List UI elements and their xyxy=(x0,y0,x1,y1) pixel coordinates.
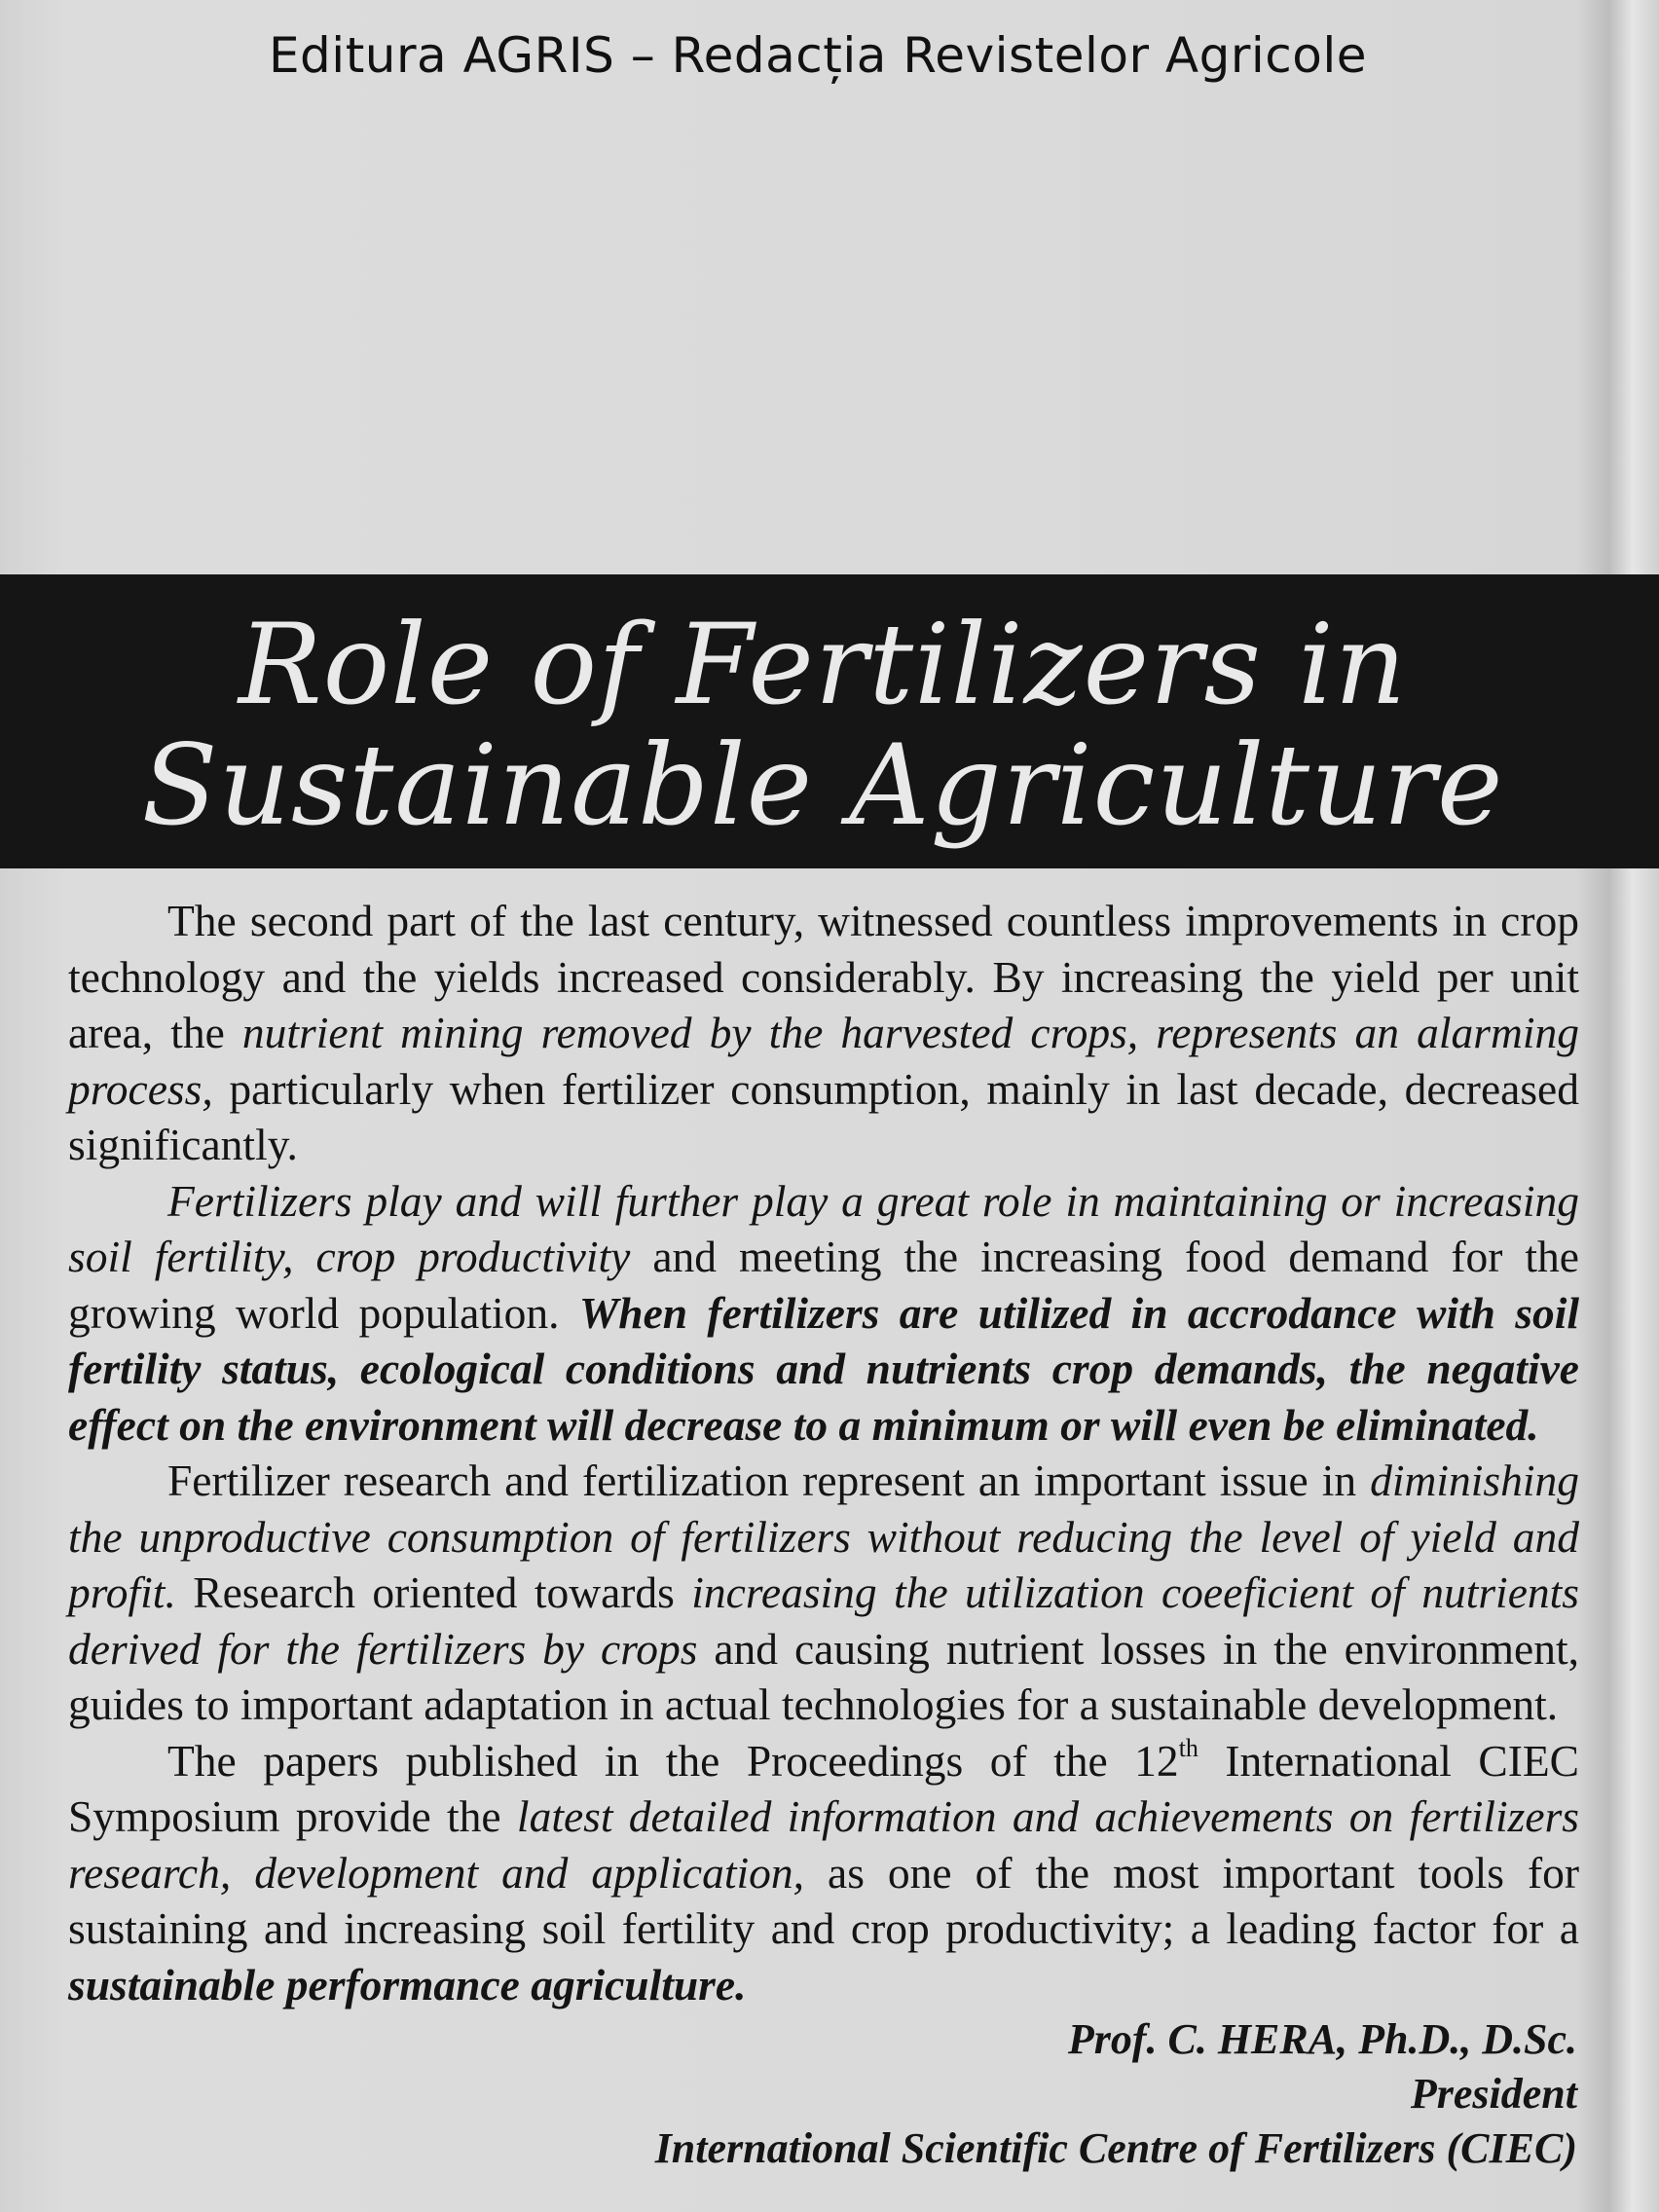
book-title-line-1: Role of Fertilizers in xyxy=(238,600,1408,729)
paragraph-4-emphasis-a: latest detailed information and achievements on fertilizers research, development and application, xyxy=(68,1791,1579,1898)
author-role: President xyxy=(1410,2070,1577,2118)
paragraph-3-emphasis-a: diminishing the unproductive consumption of fertilizers without reducing the level of yield and profit. xyxy=(68,1456,1579,1617)
paragraph-2-strong: When fertilizers are utilized in accrodance with soil fertility status, ecological conditions and nutrients crop demands, the negative effect on the environment will decrease to a minimum or will even be eliminated. xyxy=(68,1287,1579,1450)
title-band xyxy=(0,574,1659,868)
paragraph-4-text-a: The papers published in the Proceedings of the 12 xyxy=(167,1735,1179,1786)
paragraph-2 xyxy=(68,1173,1579,1454)
paragraph-2-emphasis: Fertilizers play and will further play a great role in maintaining or increasing soil fertility, crop productivity xyxy=(68,1175,1579,1281)
paragraph-3-text-c: and causing nutrient losses in the environment, guides to important adaptation in actual technologies for a sustainable development. xyxy=(68,1623,1579,1729)
paragraph-3-text-b: Research oriented towards xyxy=(175,1567,692,1617)
paragraph-4-emphasis-b: sustainable performance agriculture. xyxy=(68,1959,747,2009)
author-organization: International Scientific Centre of Fertilizers (CIEC) xyxy=(654,2124,1577,2172)
cover-description xyxy=(68,893,1579,2012)
paragraph-4-text-c: as one of the most important tools for sustaining and increasing soil fertility and crop productivity; a leading factor for a xyxy=(68,1847,1579,1953)
author-name: Prof. C. HERA, Ph.D., D.Sc. xyxy=(1067,2015,1577,2063)
paragraph-4 xyxy=(68,1733,1579,2013)
publisher-line: Editura AGRIS – Redacția Revistelor Agricole xyxy=(268,27,1368,84)
paragraph-1-text-b: particularly when fertilizer consumption, mainly in last decade, decreased significantly. xyxy=(68,1063,1579,1169)
book-title-line-2: Sustainable Agriculture xyxy=(141,720,1504,850)
ordinal-suffix: th xyxy=(1178,1733,1198,1762)
paragraph-3 xyxy=(68,1453,1579,1733)
paragraph-4-text-b: International CIEC Symposium provide the xyxy=(68,1735,1579,1841)
paragraph-3-text-a: Fertilizer research and fertilization represent an important issue in xyxy=(167,1456,1371,1505)
paragraph-2-text: and meeting the increasing food demand for the growing world population. xyxy=(68,1232,1579,1338)
signature-block xyxy=(655,2012,1577,2176)
paragraph-3-emphasis-b: increasing the utilization coeeficient of nutrients derived for the fertilizers by crops xyxy=(68,1567,1579,1674)
paragraph-1 xyxy=(68,893,1579,1173)
paragraph-1-text-a: The second part of the last century, witnessed countless improvements in crop technology and the yields increased considerably. By increasing the yield per unit area, the xyxy=(68,896,1579,1057)
paragraph-1-emphasis: nutrient mining removed by the harvested crops, represents an alarming process, xyxy=(68,1008,1579,1114)
